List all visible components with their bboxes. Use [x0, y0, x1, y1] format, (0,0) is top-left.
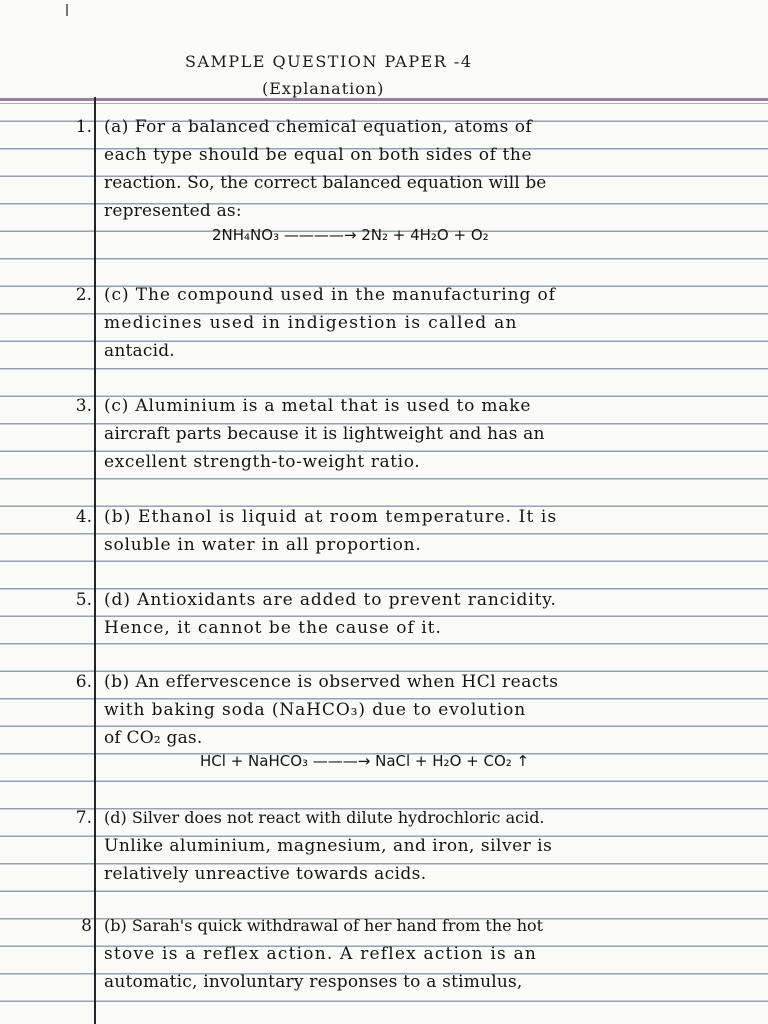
answer-line: excellent strength-to-weight ratio.: [104, 452, 421, 472]
answer-line: (c) The compound used in the manufacturing of: [104, 285, 556, 305]
answer-line: (b) An effervescence is observed when HCl reacts: [104, 672, 559, 692]
question-number: 3.: [75, 396, 92, 416]
question-number: 6.: [75, 672, 92, 692]
answer-line: Unlike aluminium, magnesium, and iron, silver is: [104, 836, 553, 856]
page-subtitle: (Explanation): [262, 79, 385, 98]
answer-line: each type should be equal on both sides of the: [104, 145, 533, 165]
question-number: 2.: [75, 285, 92, 305]
question-number: 7.: [75, 808, 92, 828]
answer-line: medicines used in indigestion is called an: [104, 313, 518, 333]
answer-line: (c) Aluminium is a metal that is used to make: [104, 396, 532, 416]
answer-line: automatic, involuntary responses to a stimulus,: [104, 972, 523, 992]
answer-line: soluble in water in all proportion.: [104, 535, 422, 555]
question-number: 4.: [75, 507, 92, 527]
answer-line: (d) Silver does not react with dilute hydrochloric acid.: [104, 808, 545, 827]
chemical-equation: 2NH₄NO₃ ————→ 2N₂ + 4H₂O + O₂: [212, 226, 489, 244]
answer-line: (b) Sarah's quick withdrawal of her hand from the hot: [104, 916, 544, 935]
answer-line: Hence, it cannot be the cause of it.: [104, 618, 442, 638]
answer-line: (d) Antioxidants are added to prevent rancidity.: [104, 590, 557, 610]
answer-line: relatively unreactive towards acids.: [104, 864, 427, 884]
question-number: 5.: [75, 590, 92, 610]
margin-line: [94, 97, 96, 1024]
chemical-equation: HCl + NaHCO₃ ———→ NaCl + H₂O + CO₂ ↑: [200, 752, 530, 770]
answer-line: aircraft parts because it is lightweight and has an: [104, 424, 545, 444]
answer-line: with baking soda (NaHCO₃) due to evolution: [104, 700, 527, 720]
question-number: 8: [81, 916, 92, 936]
answer-line: reaction. So, the correct balanced equation will be: [104, 173, 547, 193]
question-number: 1.: [75, 117, 92, 137]
answer-line: stove is a reflex action. A reflex action is an: [104, 944, 538, 964]
answer-line: of CO₂ gas.: [104, 728, 203, 748]
pen-mark: [66, 4, 68, 16]
header-rule-secondary: [0, 103, 768, 104]
answer-line: antacid.: [104, 341, 175, 361]
answer-line: represented as:: [104, 201, 242, 221]
answer-line: (b) Ethanol is liquid at room temperature. It is: [104, 507, 558, 527]
answer-line: (a) For a balanced chemical equation, atoms of: [104, 117, 533, 137]
page-title: SAMPLE QUESTION PAPER -4: [185, 52, 473, 71]
header-rule: [0, 98, 768, 101]
